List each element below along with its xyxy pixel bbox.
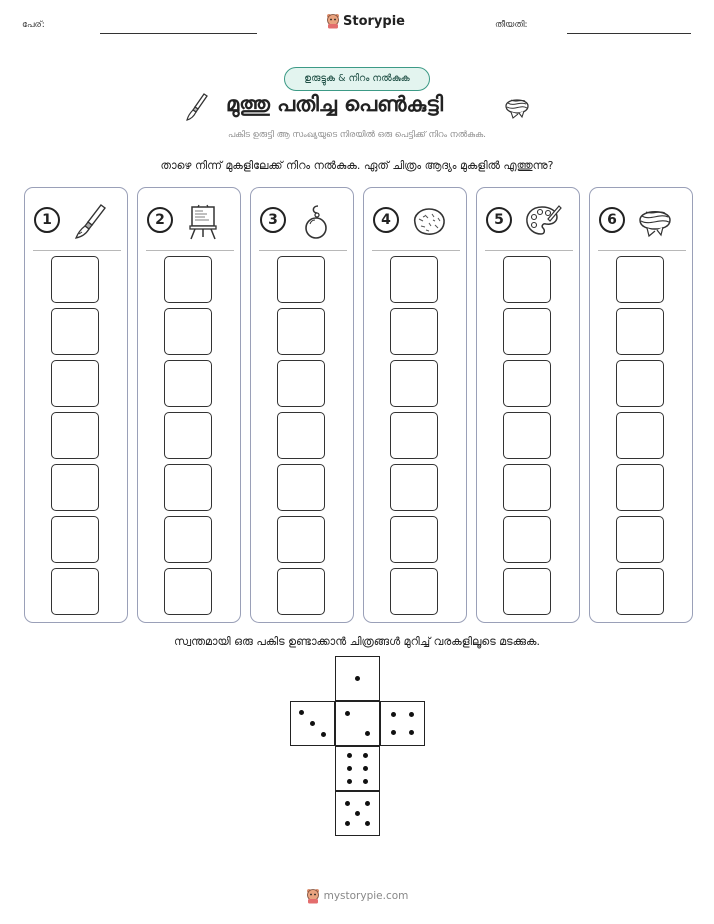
die-pip xyxy=(363,766,368,771)
column-number: 3 xyxy=(260,207,286,233)
fold-instruction: സ്വന്തമായി ഒരു പകിട ഉണ്ടാക്കാൻ ചിത്രങ്ങൾ മുറിച്ച് വരകളിലൂടെ മടക്കുക. xyxy=(174,635,540,648)
die-pip xyxy=(347,753,352,758)
color-box[interactable] xyxy=(51,412,99,459)
die-pip xyxy=(347,779,352,784)
color-box[interactable] xyxy=(616,256,664,303)
die-pip xyxy=(355,811,360,816)
die-pip xyxy=(299,710,304,715)
column-4 xyxy=(363,187,467,623)
palette-icon xyxy=(522,201,562,241)
color-box[interactable] xyxy=(390,516,438,563)
brand-name: Storypie xyxy=(343,13,405,29)
color-box[interactable] xyxy=(390,464,438,511)
color-box[interactable] xyxy=(503,256,551,303)
color-box[interactable] xyxy=(503,516,551,563)
die-pip xyxy=(409,730,414,735)
name-label: പേര്: xyxy=(22,20,45,30)
storypie-logo-icon xyxy=(326,13,340,29)
color-box[interactable] xyxy=(503,360,551,407)
die-pip xyxy=(345,821,350,826)
die-face-4 xyxy=(380,701,425,746)
column-divider xyxy=(146,250,234,251)
die-pip xyxy=(347,766,352,771)
column-number: 4 xyxy=(373,207,399,233)
color-box[interactable] xyxy=(164,568,212,615)
die-face-5 xyxy=(335,791,380,836)
color-box[interactable] xyxy=(390,308,438,355)
color-box[interactable] xyxy=(164,412,212,459)
pearl-earring-icon xyxy=(296,201,336,241)
turban-icon xyxy=(502,92,532,122)
column-divider xyxy=(33,250,121,251)
color-box[interactable] xyxy=(616,516,664,563)
column-1 xyxy=(24,187,128,623)
color-box[interactable] xyxy=(503,464,551,511)
column-divider xyxy=(372,250,460,251)
date-label: തീയതി: xyxy=(495,20,528,30)
turban-icon xyxy=(635,201,675,241)
die-pip xyxy=(391,730,396,735)
color-box[interactable] xyxy=(616,412,664,459)
color-box[interactable] xyxy=(164,516,212,563)
color-box[interactable] xyxy=(51,308,99,355)
color-box[interactable] xyxy=(164,256,212,303)
color-box[interactable] xyxy=(164,360,212,407)
color-box[interactable] xyxy=(503,412,551,459)
column-number: 2 xyxy=(147,207,173,233)
column-2 xyxy=(137,187,241,623)
column-divider xyxy=(485,250,573,251)
page-title: മുത്തു പതിച്ച പെൺകുട്ടി xyxy=(226,92,444,116)
die-pip xyxy=(365,731,370,736)
brand xyxy=(326,13,405,29)
die-face-2 xyxy=(335,701,380,746)
activity-tag: ഉരുട്ടുക & നിറം നൽകുക xyxy=(284,67,430,91)
worksheet-header xyxy=(0,0,714,40)
die-face-3 xyxy=(290,701,335,746)
name-line[interactable] xyxy=(100,33,257,34)
die-pip xyxy=(391,712,396,717)
color-box[interactable] xyxy=(390,568,438,615)
storypie-logo-icon xyxy=(306,888,320,904)
die-pip xyxy=(363,753,368,758)
die-face-6 xyxy=(335,746,380,791)
die-pip xyxy=(355,676,360,681)
color-box[interactable] xyxy=(277,360,325,407)
color-box[interactable] xyxy=(616,464,664,511)
die-pip xyxy=(345,711,350,716)
color-box[interactable] xyxy=(277,516,325,563)
die-pip xyxy=(409,712,414,717)
color-box[interactable] xyxy=(390,256,438,303)
color-box[interactable] xyxy=(51,464,99,511)
date-line[interactable] xyxy=(567,33,691,34)
column-3 xyxy=(250,187,354,623)
column-number: 1 xyxy=(34,207,60,233)
color-box[interactable] xyxy=(616,360,664,407)
column-6 xyxy=(589,187,693,623)
color-box[interactable] xyxy=(503,308,551,355)
column-divider xyxy=(598,250,686,251)
die-face-1 xyxy=(335,656,380,701)
die-pip xyxy=(321,732,326,737)
title-row xyxy=(0,90,714,126)
paintbrush-icon xyxy=(70,201,110,241)
color-box[interactable] xyxy=(277,412,325,459)
color-box[interactable] xyxy=(390,360,438,407)
die-pip xyxy=(310,721,315,726)
subtitle: പകിട ഉരുട്ടി ആ സംഖ്യയുടെ നിരയിൽ ഒരു പെട്ടിക്ക് നിറം നൽകുക. xyxy=(228,130,486,140)
column-divider xyxy=(259,250,347,251)
column-5 xyxy=(476,187,580,623)
color-box[interactable] xyxy=(277,308,325,355)
color-box[interactable] xyxy=(503,568,551,615)
column-number: 6 xyxy=(599,207,625,233)
color-box[interactable] xyxy=(164,464,212,511)
color-box[interactable] xyxy=(164,308,212,355)
color-box[interactable] xyxy=(51,256,99,303)
die-pip xyxy=(365,801,370,806)
color-box[interactable] xyxy=(277,568,325,615)
die-pip xyxy=(345,801,350,806)
column-number: 5 xyxy=(486,207,512,233)
instruction: താഴെ നിന്ന് മുകളിലേക്ക് നിറം നൽകുക. ഏത് ചിത്രം ആദ്യം മുകളിൽ എത്തുന്നു? xyxy=(160,159,554,172)
color-box[interactable] xyxy=(277,464,325,511)
color-box[interactable] xyxy=(390,412,438,459)
die-pip xyxy=(363,779,368,784)
color-box[interactable] xyxy=(51,568,99,615)
color-box[interactable] xyxy=(616,568,664,615)
color-box[interactable] xyxy=(277,256,325,303)
color-box[interactable] xyxy=(616,308,664,355)
easel-icon xyxy=(183,201,223,241)
footer-url: mystorypie.com xyxy=(323,890,409,902)
stone-icon xyxy=(409,201,449,241)
color-box[interactable] xyxy=(51,360,99,407)
color-box[interactable] xyxy=(51,516,99,563)
footer xyxy=(0,886,714,906)
paintbrush-icon xyxy=(184,92,210,122)
die-pip xyxy=(365,821,370,826)
